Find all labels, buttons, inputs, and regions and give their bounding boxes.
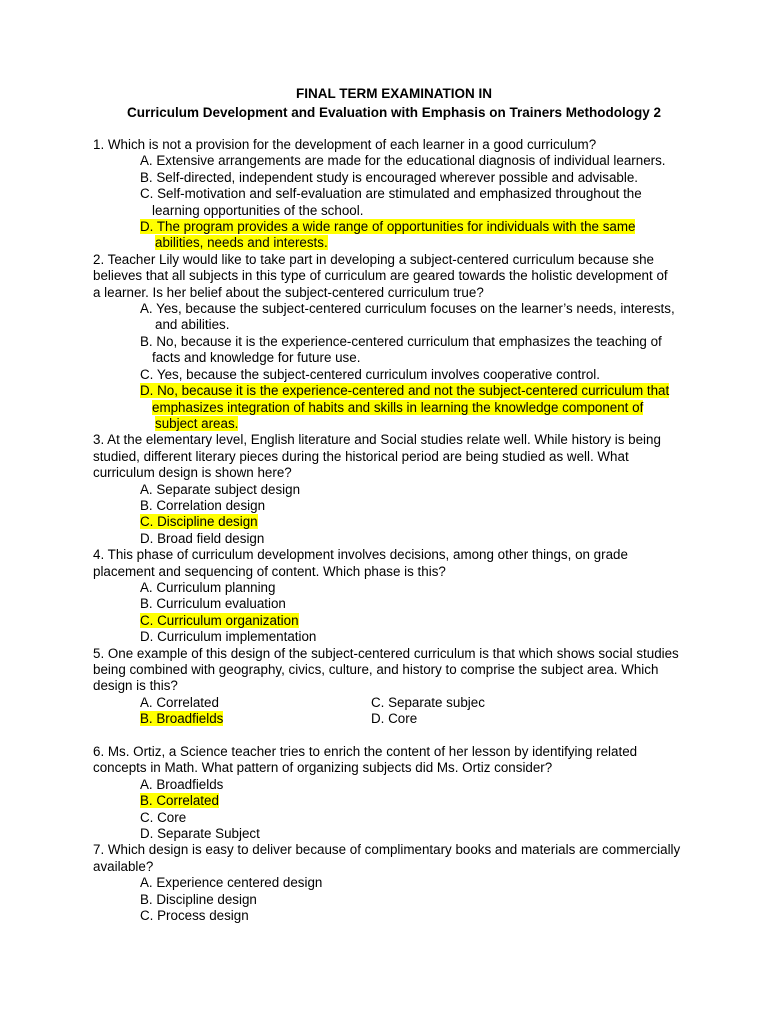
option-a-line1: A. Yes, because the subject-centered curriculum focuses on the learner’s needs, interests,: [140, 301, 675, 317]
option-a-line2: and abilities.: [155, 317, 230, 333]
question-stem-line1: 2. Teacher Lily would like to take part in developing a subject-centered curriculum because she: [93, 251, 654, 267]
question-1: [93, 137, 693, 252]
question-stem-line1: 4. This phase of curriculum development involves decisions, among other things, on grade: [93, 547, 628, 563]
question-2: [93, 252, 693, 432]
option-c-text: C. Curriculum organization: [140, 612, 299, 628]
option-b: B. Self-directed, independent study is encouraged wherever possible and advisable.: [140, 169, 638, 185]
question-stem-line2: available?: [93, 858, 154, 874]
option-a: A. Separate subject design: [140, 481, 301, 497]
option-d: D. Core: [371, 711, 418, 727]
option-d: D. Curriculum implementation: [140, 629, 317, 645]
option-c-line1: C. Self-motivation and self-evaluation are stimulated and emphasized throughout the: [140, 186, 642, 202]
blank-line: [93, 728, 693, 744]
option-b: B. Curriculum evaluation: [140, 596, 286, 612]
option-c-text: C. Discipline design: [140, 514, 258, 530]
option-b: [140, 334, 693, 367]
question-3: [93, 432, 693, 547]
option-c: C. Core: [140, 809, 187, 825]
option-c: [140, 186, 693, 219]
exam-title: FINAL TERM EXAMINATION IN: [296, 86, 492, 101]
exam-subtitle: Curriculum Development and Evaluation with Emphasis on Trainers Methodology 2: [126, 105, 662, 120]
option-a: A. Broadfields: [140, 776, 224, 792]
option-d: D. Separate Subject: [140, 826, 260, 842]
question-stem-line1: 6. Ms. Ortiz, a Science teacher tries to enrich the content of her lesson by identifying related: [93, 744, 638, 760]
question-stem-line2: believes that all subjects in this type of curriculum are geared towards the holistic development of: [93, 268, 668, 284]
option-d-line3: subject areas.: [155, 415, 239, 431]
option-b: B. Correlation design: [140, 497, 266, 513]
question-stem-line2: studied, different literary pieces during the historical period are being studied as well. What: [93, 448, 629, 464]
option-c: C. Separate subjec: [371, 694, 485, 710]
question-stem-line1: 5. One example of this design of the subject-centered curriculum is that which shows social studies: [93, 645, 679, 661]
option-a: A. Experience centered design: [140, 875, 323, 891]
option-d-answer: [140, 219, 693, 252]
question-stem-line3: design is this?: [93, 678, 178, 694]
option-b-line2: facts and knowledge for future use.: [152, 350, 361, 366]
question-stem-line1: 7. Which design is easy to deliver because of complimentary books and materials are commercially: [93, 842, 681, 858]
exam-header: [20, 84, 768, 122]
question-stem-line2: concepts in Math. What pattern of organizing subjects did Ms. Ortiz consider?: [93, 760, 553, 776]
question-4: [93, 547, 693, 645]
question-stem-line1: 3. At the elementary level, English literature and Social studies relate well. While history is being: [93, 432, 661, 448]
option-b-answer: [140, 793, 693, 809]
option-d-line1: D. No, because it is the experience-centered and not the subject-centered curriculum that: [140, 383, 670, 399]
option-b-text: B. Correlated: [140, 793, 219, 809]
options-row-2: [140, 711, 693, 727]
option-d-line1: D. The program provides a wide range of opportunities for individuals with the same: [140, 219, 636, 235]
option-b-line1: B. No, because it is the experience-centered curriculum that emphasizes the teaching of: [140, 333, 662, 349]
question-stem-line3: curriculum design is shown here?: [93, 465, 292, 481]
option-b-answer: [140, 711, 371, 727]
question-5: [93, 646, 693, 744]
question-stem-line3: a learner. Is her belief about the subject-centered curriculum true?: [93, 284, 484, 300]
option-c: C. Process design: [140, 908, 249, 924]
option-d-answer: [140, 383, 693, 432]
option-d-line2: abilities, needs and interests.: [155, 235, 328, 251]
option-c-answer: [140, 613, 693, 629]
question-stem-line2: placement and sequencing of content. Which phase is this?: [93, 563, 446, 579]
options-row-1: [140, 695, 693, 711]
option-d: D. Broad field design: [140, 530, 265, 546]
question-6: [93, 744, 693, 842]
option-b-text: B. Broadfields: [140, 711, 224, 727]
option-a: A. Extensive arrangements are made for the educational diagnosis of individual learners.: [140, 153, 666, 169]
question-7: [93, 842, 693, 924]
option-a: A. Curriculum planning: [140, 579, 276, 595]
option-c-answer: [140, 514, 693, 530]
option-a: A. Correlated: [140, 694, 219, 710]
option-d-line2: emphasizes integration of habits and skills in learning the knowledge component of: [152, 399, 644, 415]
option-c-line2: learning opportunities of the school.: [152, 202, 364, 218]
exam-body: [93, 137, 693, 924]
option-c: C. Yes, because the subject-centered curriculum involves cooperative control.: [140, 366, 600, 382]
option-a: [140, 301, 693, 334]
question-stem: 1. Which is not a provision for the development of each learner in a good curriculum?: [93, 137, 597, 152]
option-b: B. Discipline design: [140, 891, 257, 907]
question-stem-line2: being combined with geography, civics, culture, and history to comprise the subject area. Which: [93, 662, 659, 677]
